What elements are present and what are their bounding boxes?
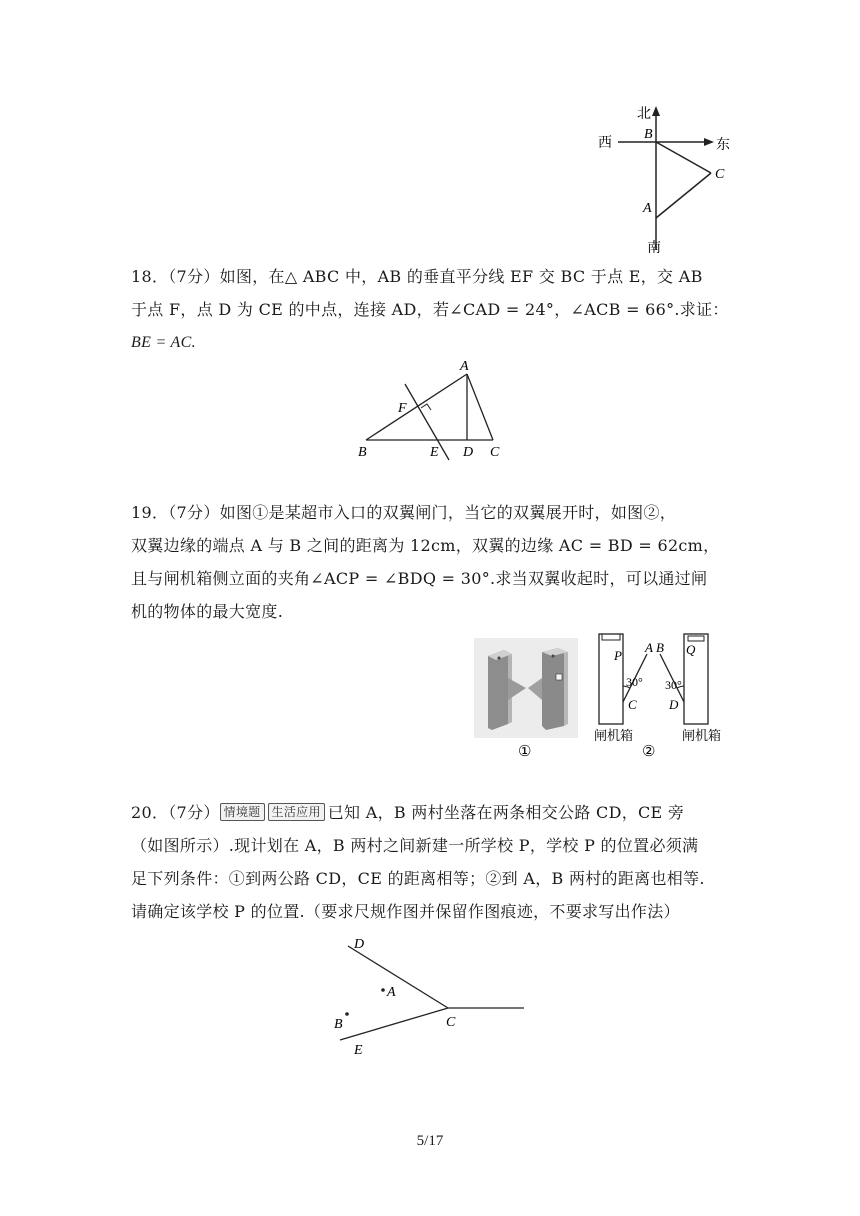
q20-tag-scenario: 情境题 — [220, 803, 265, 821]
q20-line-2: （如图所示）.现计划在 A，B 两村之间新建一所学校 P，学校 P 的位置必须满 — [131, 836, 699, 855]
q19-box-right-label: 闸机箱 — [682, 728, 722, 743]
q18-label-c: C — [490, 445, 500, 460]
q19-figure1-caption: ① — [518, 744, 532, 760]
q20-label-a: A — [387, 985, 396, 1000]
q20-label-c: C — [446, 1015, 456, 1030]
q20-line-1-text: 已知 A，B 两村坐落在两条相交公路 CD，CE 旁 — [327, 803, 685, 822]
q19-line-4: 机的物体的最大宽度. — [131, 602, 284, 621]
q20-label-b: B — [334, 1017, 343, 1032]
q20-line-3: 足下列条件：①到两公路 CD，CE 的距离相等；②到 A，B 两村的距离也相等. — [131, 869, 705, 888]
q19-label-q: Q — [686, 642, 696, 657]
q18-label-b: B — [358, 445, 367, 460]
q18-label-e: E — [430, 445, 439, 460]
q20-line-1 — [131, 796, 731, 829]
compass-east-label: 东 — [716, 138, 730, 153]
q19-angle-right: 30° — [665, 678, 682, 692]
q20-line-4: 请确定该学校 P 的位置.（要求尺规作图并保留作图痕迹，不要求写出作法） — [131, 902, 680, 921]
question-19 — [131, 496, 731, 628]
q19-box-left-label: 闸机箱 — [594, 728, 634, 743]
compass-figure — [590, 100, 740, 260]
q19-line-3: 且与闸机箱侧立面的夹角∠ACP = ∠BDQ = 30°.求当双翼收起时，可以通过闸 — [131, 569, 708, 588]
compass-point-b: B — [644, 127, 653, 142]
compass-point-a: A — [643, 201, 652, 216]
q18-triangle-figure — [350, 356, 520, 464]
q19-label-p: P — [614, 648, 622, 663]
q19-angle-left: 30° — [626, 675, 643, 689]
compass-north-label: 北 — [637, 107, 651, 122]
q19-label-d: D — [669, 697, 679, 712]
q20-roads-figure — [326, 930, 531, 1060]
q18-line-1: 18．（7分）如图，在△ ABC 中，AB 的垂直平分线 EF 交 BC 于点 E，交 AB — [131, 267, 703, 286]
q19-gate-photo — [474, 638, 578, 760]
q19-figure2-caption: ② — [642, 744, 656, 760]
compass-west-label: 西 — [598, 136, 612, 151]
q20-label-e: E — [354, 1043, 363, 1058]
question-20 — [131, 796, 731, 928]
q18-label-a: A — [460, 359, 469, 374]
compass-point-c: C — [715, 167, 725, 182]
q19-label-b: B — [656, 640, 664, 655]
q20-tag-life: 生活应用 — [268, 803, 325, 821]
q18-line-3: BE = AC. — [131, 334, 196, 351]
q18-line-2: 于点 F，点 D 为 CE 的中点，连接 AD，若∠CAD = 24°，∠ACB = 66°.求证： — [131, 300, 729, 319]
q20-prefix: 20．（7分） — [131, 803, 220, 822]
page-number: 5/17 — [416, 1133, 444, 1149]
q19-gate-schematic — [592, 630, 732, 760]
q19-line-1: 19．（7分）如图①是某超市入口的双翼闸门，当它的双翼展开时，如图②， — [131, 503, 677, 522]
compass-south-label: 南 — [647, 241, 661, 256]
q18-label-f: F — [398, 401, 407, 416]
q18-label-d: D — [463, 445, 474, 460]
question-18 — [131, 260, 731, 359]
q20-label-d: D — [354, 937, 365, 952]
q19-label-a: A — [645, 640, 653, 655]
q19-line-2: 双翼边缘的端点 A 与 B 之间的距离为 12cm，双翼的边缘 AC = BD = 62cm， — [131, 536, 720, 555]
q19-label-c: C — [628, 697, 637, 712]
